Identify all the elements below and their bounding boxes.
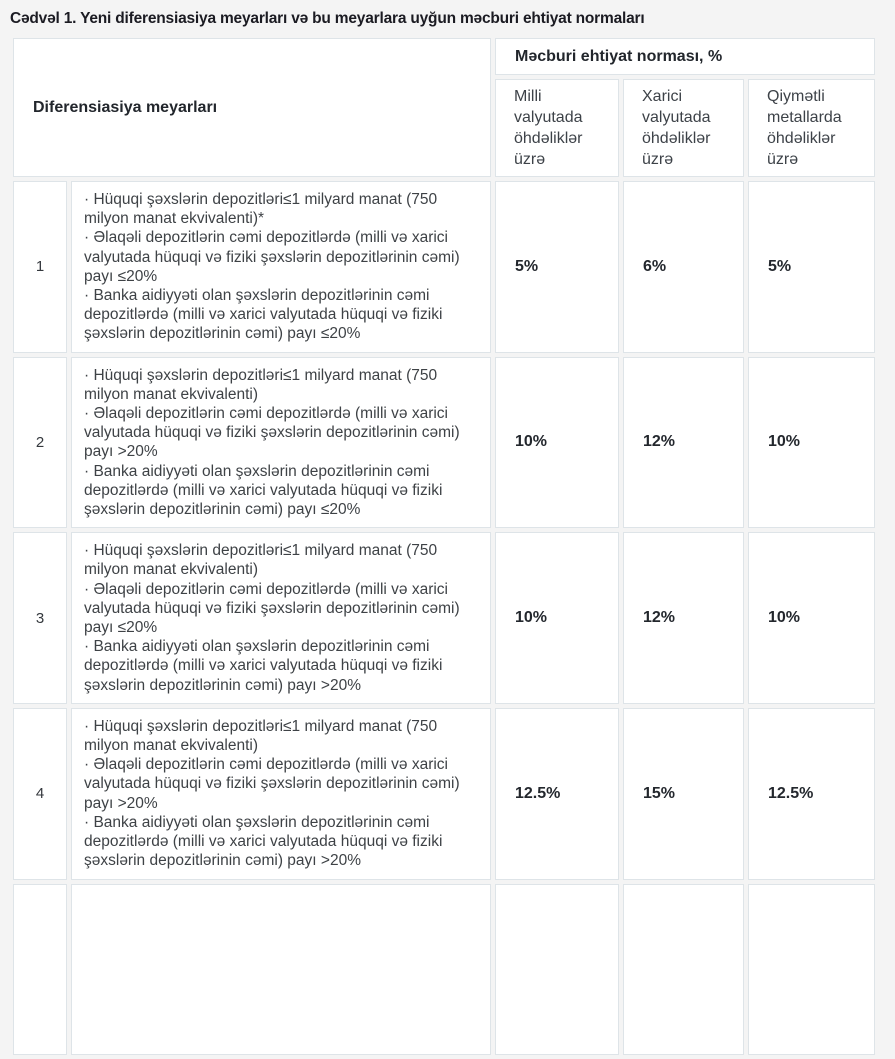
- criteria-line: · Əlaqəli depozitlərin cəmi depozitlərdə (milli və xarici valyutada hüquqi və fiziki şəxslərin depozitlərinin cəmi) payı >20%: [84, 405, 460, 461]
- value-foreign-currency: [623, 884, 744, 1055]
- column-header-precious-metals: Qiymətli metallarda öhdəliklər üzrə: [748, 79, 875, 177]
- table-row-4: [13, 708, 875, 880]
- table-caption: Cədvəl 1. Yeni diferensiasiya meyarları və bu meyarlara uyğun məcburi ehtiyat normaları: [10, 10, 645, 27]
- table-row-1: [13, 181, 875, 353]
- criteria-line: · Hüquqi şəxslərin depozitləri≤1 milyard manat (750 milyon manat ekvivalenti): [84, 542, 438, 579]
- header-row-group: [13, 38, 875, 75]
- value-foreign-currency: 6%: [623, 181, 744, 353]
- value-national-currency: 10%: [495, 532, 619, 704]
- value-precious-metals: 10%: [748, 357, 875, 529]
- table-body: [13, 181, 875, 1055]
- column-header-foreign-currency: Xarici valyutada öhdəliklər üzrə: [623, 79, 744, 177]
- criteria-line: · Banka aidiyyəti olan şəxslərin depozitlərinin cəmi depozitlərdə (milli və xarici valyutada hüquqi və fiziki şəxslərin depozitlərinin cəmi) payı >20%: [84, 638, 443, 694]
- value-national-currency: 10%: [495, 357, 619, 529]
- column-header-national-currency: Milli valyutada öhdəliklər üzrə: [495, 79, 619, 177]
- reserve-norm-group-header: Məcburi ehtiyat norması, %: [495, 38, 875, 75]
- value-foreign-currency: 15%: [623, 708, 744, 880]
- criteria-line: · Əlaqəli depozitlərin cəmi depozitlərdə (milli və xarici valyutada hüquqi və fiziki şəxslərin depozitlərinin cəmi) payı >20%: [84, 756, 460, 812]
- row-number: 4: [13, 708, 67, 880]
- reserve-norms-table: [9, 34, 879, 1059]
- table-row-5-partial: [13, 884, 875, 1055]
- value-precious-metals: 10%: [748, 532, 875, 704]
- value-foreign-currency: 12%: [623, 357, 744, 529]
- criteria-line: · Hüquqi şəxslərin depozitləri≤1 milyard manat (750 milyon manat ekvivalenti): [84, 717, 438, 755]
- criteria-line: · Hüquqi şəxslərin depozitləri≤1 milyard manat (750 milyon manat ekvivalenti): [84, 366, 438, 403]
- criteria-column-header: Diferensiasiya meyarları: [13, 38, 491, 177]
- criteria-line: · Hüquqi şəxslərin depozitləri≤1 milyard manat (750 milyon manat ekvivalenti)*: [84, 191, 438, 228]
- row-criteria: [71, 181, 491, 353]
- row-criteria: [71, 884, 491, 1055]
- row-number: [13, 884, 67, 1055]
- row-number: 2: [13, 357, 67, 529]
- value-national-currency: [495, 884, 619, 1055]
- criteria-line: · Banka aidiyyəti olan şəxslərin depozitlərinin cəmi depozitlərdə (milli və xarici valyutada hüquqi və fiziki şəxslərin depozitlərinin cəmi) payı ≤20%: [84, 462, 443, 519]
- row-number: 1: [13, 181, 67, 353]
- value-national-currency: 5%: [495, 181, 619, 353]
- value-precious-metals: 12.5%: [748, 708, 875, 880]
- criteria-line: · Banka aidiyyəti olan şəxslərin depozitlərinin cəmi depozitlərdə (milli və xarici valyutada hüquqi və fiziki şəxslərin depozitlərinin cəmi) payı >20%: [84, 813, 443, 870]
- criteria-line: · Əlaqəli depozitlərin cəmi depozitlərdə (milli və xarici valyutada hüquqi və fiziki şəxslərin depozitlərinin cəmi) payı ≤20%: [84, 229, 460, 285]
- row-number: 3: [13, 532, 67, 704]
- table-row-3: [13, 532, 875, 704]
- row-criteria: [71, 708, 491, 880]
- row-criteria: [71, 357, 491, 529]
- table-header: [13, 38, 875, 177]
- criteria-line: · Əlaqəli depozitlərin cəmi depozitlərdə (milli və xarici valyutada hüquqi və fiziki şəxslərin depozitlərinin cəmi) payı ≤20%: [84, 580, 460, 637]
- table-row-2: [13, 357, 875, 529]
- value-precious-metals: [748, 884, 875, 1055]
- value-foreign-currency: 12%: [623, 532, 744, 704]
- criteria-line: · Banka aidiyyəti olan şəxslərin depozitlərinin cəmi depozitlərdə (milli və xarici valyutada hüquqi və fiziki şəxslərin depozitlərinin cəmi) payı ≤20%: [84, 287, 443, 343]
- value-national-currency: 12.5%: [495, 708, 619, 880]
- row-criteria: [71, 532, 491, 704]
- value-precious-metals: 5%: [748, 181, 875, 353]
